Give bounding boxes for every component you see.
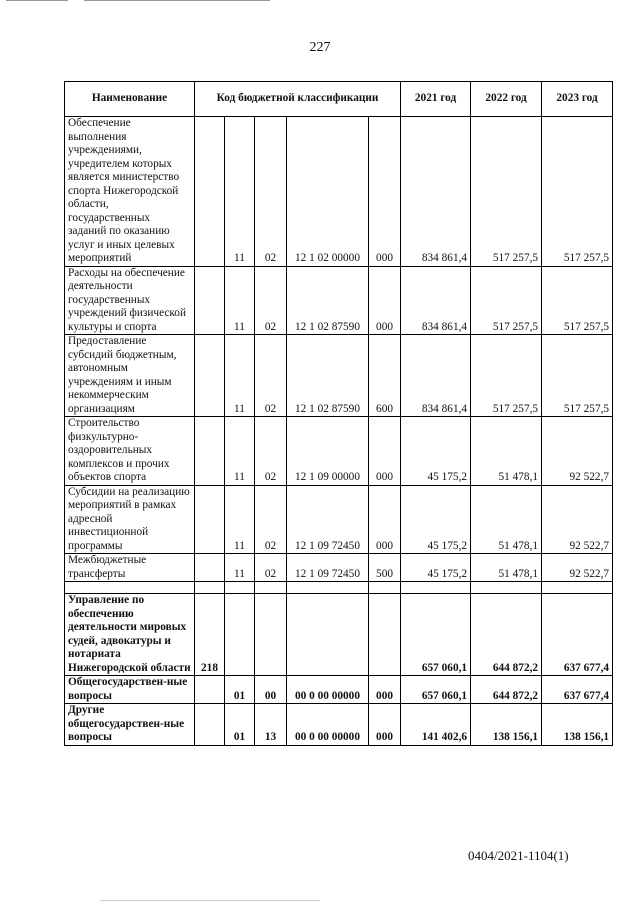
cell-csr: 00 0 00 00000 [287, 704, 369, 746]
cell-rz: 11 [225, 485, 255, 554]
header-name: Наименование [65, 82, 195, 117]
cell-ved [195, 417, 225, 486]
cell-y2021: 45 175,2 [401, 417, 471, 486]
cell-ved [195, 266, 225, 335]
top-rule-left [6, 0, 68, 1]
cell-pr: 02 [255, 335, 287, 417]
cell-pr: 02 [255, 485, 287, 554]
cell-ved [195, 582, 225, 594]
cell-y2023: 637 677,4 [542, 594, 613, 676]
cell-vr: 600 [369, 335, 401, 417]
cell-vr: 000 [369, 117, 401, 267]
cell-csr: 12 1 02 87590 [287, 266, 369, 335]
cell-y2021: 45 175,2 [401, 485, 471, 554]
cell-name: Другие общегосударствен-ные вопросы [65, 704, 195, 746]
header-2022: 2022 год [471, 82, 542, 117]
cell-rz: 01 [225, 676, 255, 704]
header-2021: 2021 год [401, 82, 471, 117]
cell-vr: 000 [369, 676, 401, 704]
cell-y2022: 517 257,5 [471, 266, 542, 335]
cell-csr: 00 0 00 00000 [287, 676, 369, 704]
cell-name [65, 582, 195, 594]
table-row [65, 594, 613, 676]
cell-pr: 02 [255, 117, 287, 267]
cell-y2023: 517 257,5 [542, 335, 613, 417]
cell-name: Субсидии на реализацию мероприятий в рамках адресной инвестиционной программы [65, 485, 195, 554]
table-row [65, 417, 613, 486]
cell-y2023: 517 257,5 [542, 117, 613, 267]
cell-y2022: 517 257,5 [471, 117, 542, 267]
cell-pr: 13 [255, 704, 287, 746]
cell-y2022: 644 872,2 [471, 676, 542, 704]
cell-vr: 000 [369, 266, 401, 335]
cell-y2022: 51 478,1 [471, 417, 542, 486]
cell-y2021: 141 402,6 [401, 704, 471, 746]
table-row [65, 266, 613, 335]
cell-ved [195, 704, 225, 746]
table-row [65, 117, 613, 267]
cell-pr: 02 [255, 266, 287, 335]
cell-ved [195, 335, 225, 417]
cell-y2023: 637 677,4 [542, 676, 613, 704]
cell-y2022: 138 156,1 [471, 704, 542, 746]
cell-rz: 11 [225, 554, 255, 582]
cell-pr: 00 [255, 676, 287, 704]
cell-name: Предоставление субсидий бюджетным, автономным учреждениям и иным некоммерческим организациям [65, 335, 195, 417]
cell-y2023: 517 257,5 [542, 266, 613, 335]
cell-vr [369, 582, 401, 594]
table-row [65, 485, 613, 554]
cell-y2023 [542, 582, 613, 594]
table-spacer-row [65, 582, 613, 594]
cell-y2023: 92 522,7 [542, 554, 613, 582]
table-row [65, 704, 613, 746]
cell-name: Обеспечение выполнения учреждениями, учредителем которых является министерство спорта Нижегородской области, государственных заданий по оказанию услуг и иных целевых мероприятий [65, 117, 195, 267]
cell-rz: 11 [225, 335, 255, 417]
cell-csr: 12 1 02 00000 [287, 117, 369, 267]
cell-y2023: 92 522,7 [542, 417, 613, 486]
cell-csr: 12 1 02 87590 [287, 335, 369, 417]
cell-vr: 000 [369, 485, 401, 554]
header-code: Код бюджетной классификации [195, 82, 401, 117]
table-header-row [65, 82, 613, 117]
cell-name: Межбюджетные трансферты [65, 554, 195, 582]
cell-vr [369, 594, 401, 676]
cell-pr [255, 582, 287, 594]
cell-pr: 02 [255, 417, 287, 486]
cell-pr [255, 594, 287, 676]
cell-rz: 11 [225, 117, 255, 267]
cell-y2023: 138 156,1 [542, 704, 613, 746]
cell-name: Общегосударствен-ные вопросы [65, 676, 195, 704]
cell-y2022: 517 257,5 [471, 335, 542, 417]
top-rule-right [84, 0, 270, 1]
cell-y2021: 45 175,2 [401, 554, 471, 582]
cell-name: Управление по обеспечению деятельности мировых судей, адвокатуры и нотариата Нижегородской области [65, 594, 195, 676]
cell-ved [195, 676, 225, 704]
header-2023: 2023 год [542, 82, 613, 117]
cell-csr [287, 594, 369, 676]
cell-ved [195, 554, 225, 582]
cell-y2021: 834 861,4 [401, 335, 471, 417]
cell-vr: 000 [369, 704, 401, 746]
cell-csr: 12 1 09 72450 [287, 554, 369, 582]
cell-rz: 11 [225, 266, 255, 335]
cell-y2023: 92 522,7 [542, 485, 613, 554]
cell-y2022: 51 478,1 [471, 554, 542, 582]
cell-y2021 [401, 582, 471, 594]
bottom-rule [100, 900, 320, 901]
page-number: 227 [309, 40, 331, 55]
cell-rz [225, 582, 255, 594]
cell-name: Строительство физкультурно-оздоровительных комплексов и прочих объектов спорта [65, 417, 195, 486]
cell-ved [195, 117, 225, 267]
cell-rz: 01 [225, 704, 255, 746]
cell-y2021: 657 060,1 [401, 676, 471, 704]
table-row [65, 676, 613, 704]
table-body [65, 117, 613, 746]
cell-rz: 11 [225, 417, 255, 486]
cell-y2021: 834 861,4 [401, 117, 471, 267]
cell-vr: 500 [369, 554, 401, 582]
cell-y2022: 644 872,2 [471, 594, 542, 676]
cell-y2022 [471, 582, 542, 594]
cell-y2021: 657 060,1 [401, 594, 471, 676]
document-code: 0404/2021-1104(1) [468, 848, 569, 863]
cell-csr: 12 1 09 00000 [287, 417, 369, 486]
table-row [65, 335, 613, 417]
cell-csr [287, 582, 369, 594]
cell-y2022: 51 478,1 [471, 485, 542, 554]
cell-csr: 12 1 09 72450 [287, 485, 369, 554]
cell-name: Расходы на обеспечение деятельности государственных учреждений физической культуры и спорта [65, 266, 195, 335]
cell-ved: 218 [195, 594, 225, 676]
budget-table [64, 81, 613, 746]
table-row [65, 554, 613, 582]
cell-vr: 000 [369, 417, 401, 486]
cell-y2021: 834 861,4 [401, 266, 471, 335]
cell-rz [225, 594, 255, 676]
cell-pr: 02 [255, 554, 287, 582]
cell-ved [195, 485, 225, 554]
